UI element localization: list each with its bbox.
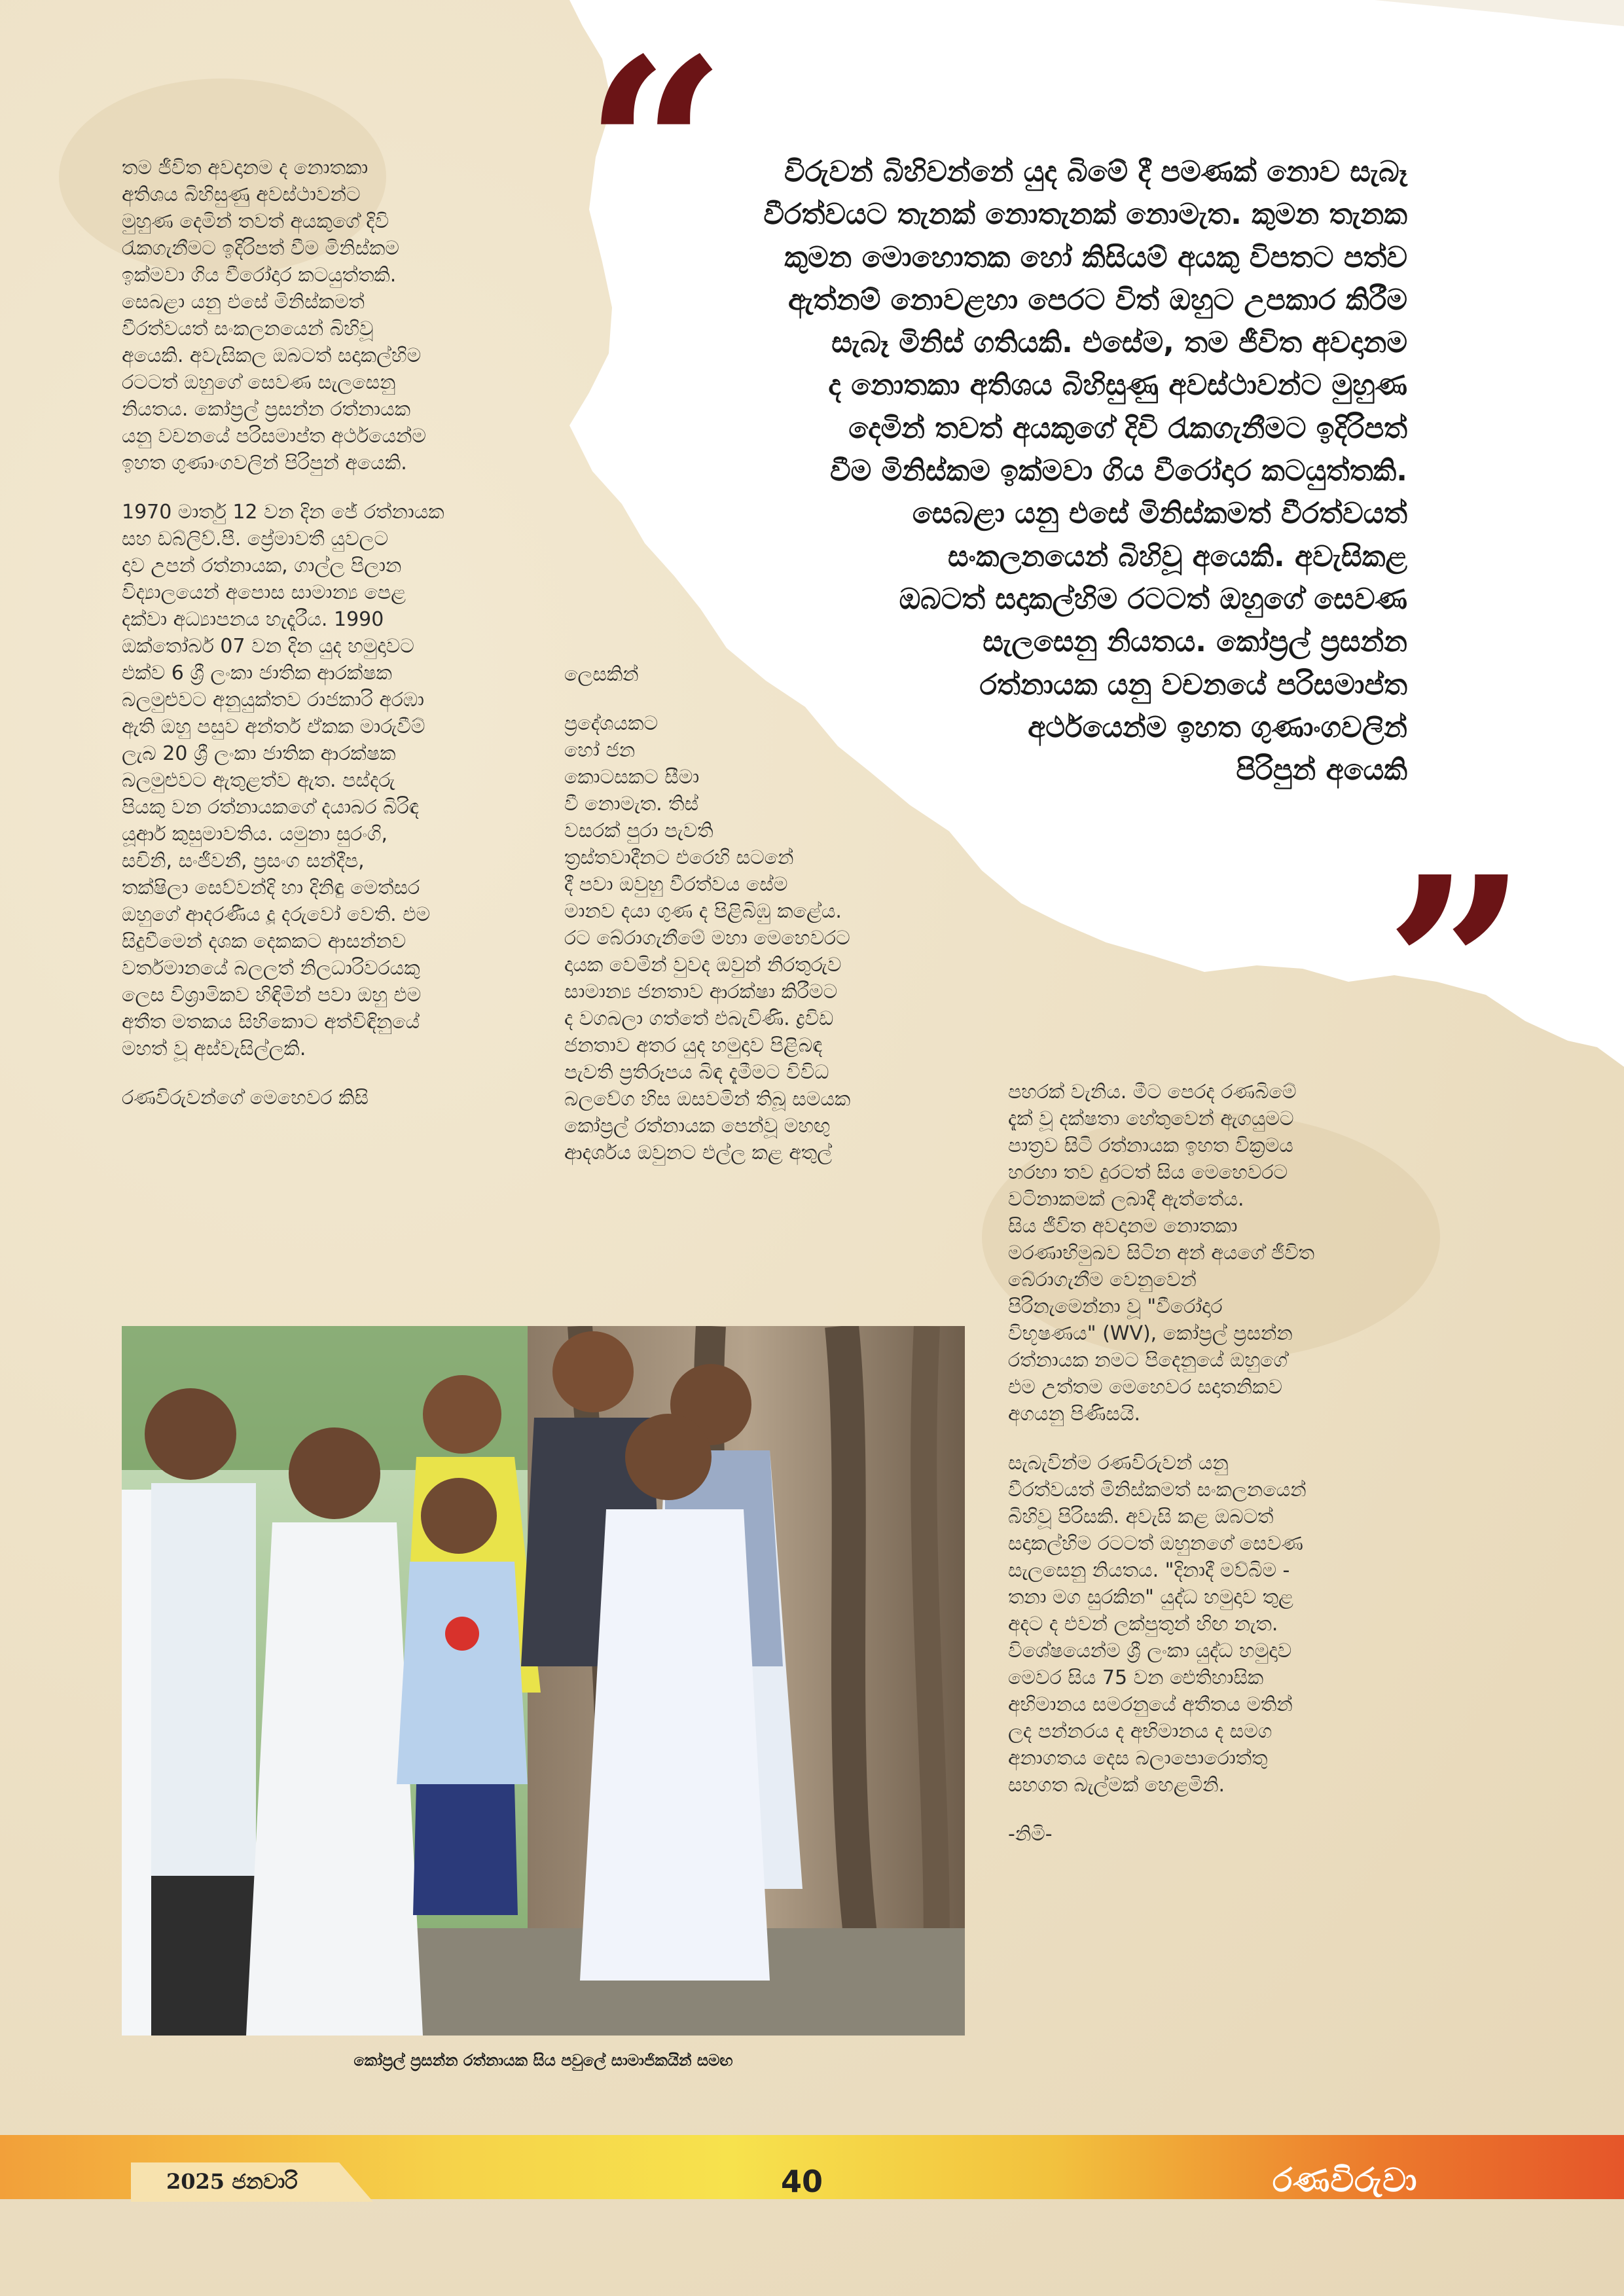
pull-quote-line: සෙබළා යනු එසේ මිනිස්කමත් වීරත්වයත් bbox=[912, 497, 1407, 531]
body-line: වර්තමානයේ බලලත් නිලධාරිවරයකු bbox=[122, 957, 420, 980]
column-right bbox=[1008, 1079, 1414, 1870]
body-paragraph bbox=[1008, 1450, 1414, 1799]
pull-quote-line: අර්ථයෙන්ම ඉහත ගුණාංගවලින් bbox=[1028, 710, 1407, 744]
body-line: සදාකල්හිම රටටත් ඔහුනගේ සෙවණ bbox=[1008, 1532, 1303, 1555]
body-line: සෙබළා යනු එසේ මිනිස්කමත් bbox=[122, 291, 365, 314]
body-line: මුහුණ දෙමින් තවත් අයකුගේ දිවි bbox=[122, 210, 389, 233]
body-line: පහරක් වැනිය. මීට පෙරද රණබිමේ bbox=[1008, 1081, 1297, 1103]
body-paragraph bbox=[122, 1085, 528, 1111]
body-line: ප්‍රදේශයකට bbox=[564, 712, 659, 735]
body-line: අතිශය බිහිසුණු අවස්ථාවන්ට bbox=[122, 183, 361, 206]
body-line: ලෙස විශ්‍රාමිකව හිඳිමින් පවා ඔහු එම bbox=[122, 984, 422, 1007]
body-paragraph bbox=[1008, 1821, 1414, 1848]
body-line: මෙවර සිය 75 වන ඓතිහාසික bbox=[1008, 1666, 1264, 1689]
body-line: වටිනාකමක් ලබාදී ඇත්තේය. bbox=[1008, 1188, 1244, 1211]
body-line: රට බේරාගැනීමේ මහා මෙහෙවරට bbox=[564, 927, 850, 950]
body-line: පියකු වන රත්නායකගේ දයාබර බිරිඳ bbox=[122, 796, 420, 819]
body-line: ඉහත ගුණාංගවලින් පිරිපුන් අයෙකි. bbox=[122, 452, 407, 475]
body-line: අනාගතය දෙස බලාපොරොත්තු bbox=[1008, 1747, 1268, 1770]
body-line: අගයනු පිණිසයි. bbox=[1008, 1403, 1141, 1426]
column-left bbox=[122, 154, 528, 1134]
body-line: තම ජීවිත අවදානම ද නොතකා bbox=[122, 156, 369, 179]
body-line: හරහා තව දුරටත් සිය මෙහෙවරට bbox=[1008, 1161, 1288, 1184]
pull-quote-line: සංකලනයෙන් බිහිවූ අයෙකි. අවැසිකළ bbox=[948, 539, 1407, 573]
body-line: අතීත මතකය සිහිකොට අත්විඳිනුයේ bbox=[122, 1011, 420, 1033]
body-line: දැක් වූ දක්ෂතා හේතුවෙන් ඇගයුමට bbox=[1008, 1107, 1294, 1130]
body-line: සැබැවින්ම රණවිරුවන් යනු bbox=[1008, 1452, 1229, 1475]
body-line: වීරත්වයත් සංකලනයෙන් බිහිවූ bbox=[122, 317, 374, 340]
body-line: වීරත්වයත් මිනිස්කමත් සංකලනයෙන් bbox=[1008, 1479, 1307, 1501]
body-line: පැවති ප්‍රතිරූපය බිඳ දැමීමට විවිධ bbox=[564, 1061, 829, 1084]
body-line: එක්ව 6 ශ්‍රී ලංකා ජාතික ආරක්ෂක bbox=[122, 662, 392, 685]
pull-quote-line: වීරත්වයට තැනක් නොතැනක් නොමැත. කුමන තැනක bbox=[763, 198, 1407, 232]
body-paragraph bbox=[122, 154, 528, 476]
body-line: ඉක්මවා ගිය වීරෝදාර කටයුත්තකි. bbox=[122, 264, 397, 287]
issue-date: 2025 ජනවාරි bbox=[166, 2169, 298, 2194]
pull-quote-line: විරුවන් බිහිවන්නේ යුද බිමේ දී පමණක් නොව සැබෑ bbox=[784, 155, 1407, 188]
body-line: සාමාන්‍ය ජනතාව ආරක්ෂා කිරීමට bbox=[564, 980, 838, 1003]
pull-quote-line: රත්නායක යනු වචනයේ පරිසමාප්ත bbox=[979, 668, 1407, 702]
body-line: බලමුළුවට අනුයුක්තව රාජකාරි අරඹා bbox=[122, 689, 425, 711]
pull-quote-line: ද නොතකා අතිශය බිහිසුණු අවස්ථාවන්ට මුහුණ bbox=[828, 368, 1407, 403]
body-line: තනා මග සුරකින" යුද්ධ හමුදාව තුළ bbox=[1008, 1586, 1293, 1609]
body-line: බලමුළුවට ඇතුළත්ව ඇත. පස්දරු bbox=[122, 769, 395, 792]
magazine-logo: රණවිරුවා bbox=[1272, 2161, 1418, 2199]
body-line: ලෙසකින් bbox=[564, 663, 639, 686]
body-paragraph bbox=[1008, 1079, 1414, 1427]
body-paragraph bbox=[122, 499, 528, 1062]
body-line: දාව උපන් රත්නායක, ගාල්ල පිලාන bbox=[122, 554, 402, 577]
body-line: බලවේග හිස ඔසවමින් තිබූ සමයක bbox=[564, 1088, 851, 1111]
body-line: රැකගැනීමට ඉදිරිපත් වීම මිනිස්කම bbox=[122, 237, 399, 260]
body-line: ඔහුගේ ආදරණීය දූ දරුවෝ වෙති. එම bbox=[122, 903, 431, 926]
pull-quote-line: ඇත්නම් නොවළහා පෙරට විත් ඔහුට උපකාර කිරීම bbox=[788, 283, 1407, 317]
body-line: යූආර් කුසුමාවතිය. යමුනා සුරංගි, bbox=[122, 823, 388, 846]
body-line: සිදුවීමෙන් දශක දෙකකට ආසන්නව bbox=[122, 930, 406, 953]
pull-quote-line: සැබෑ මිනිස් ගතියකි. එසේම, තම ජීවිත අවදානම bbox=[831, 326, 1407, 360]
body-line: හෝ ජන bbox=[564, 739, 636, 762]
body-line: දී පවා ඔවුහු වීරත්වය සේම bbox=[564, 873, 788, 896]
body-line: ඇති ඔහු පසුව අන්තර් ඒකක මාරුවීම් bbox=[122, 715, 425, 738]
body-line: බිහිවූ පිරිසකි. අවැසි කළ ඔබටත් bbox=[1008, 1505, 1274, 1528]
body-line: ඔක්තෝබර් 07 වන දින යුද හමුදාවට bbox=[122, 635, 414, 658]
body-line: රණවිරුවන්ගේ මෙහෙවර කිසි bbox=[122, 1086, 369, 1109]
pull-quote-line: ඔබටත් සදාකල්හිම රටටත් ඔහුගේ සෙවණ bbox=[899, 582, 1407, 616]
body-line: සිය ජීවිත අවදානම නොතකා bbox=[1008, 1215, 1238, 1238]
photo-caption: කෝප්‍රල් ප්‍රසන්න රත්නායක සිය පවුලේ සාමාජිකයින් සමඟ bbox=[353, 2051, 733, 2070]
pull-quote-line: වීම මිනිස්කම ඉක්මවා ගිය වීරෝදාර කටයුත්තකි. bbox=[829, 454, 1407, 488]
body-line: ද වගබලා ගත්තේ එබැවිණි. ද්‍රවිඩ bbox=[564, 1007, 834, 1030]
body-line: සහගත බැල්මක් හෙළමිනි. bbox=[1008, 1774, 1225, 1797]
close-quote-icon: ” bbox=[1384, 822, 1528, 1115]
pull-quote-line: කුමන මොහොතක හෝ කිසියම් අයකු විපතට පත්ව bbox=[784, 240, 1407, 274]
body-line: ලද පන්නරය ද අභිමානය ද සමග bbox=[1008, 1720, 1272, 1743]
body-paragraph bbox=[564, 710, 950, 1166]
body-line: -නිමි- bbox=[1008, 1823, 1053, 1846]
body-line: නියතය. කෝප්‍රල් ප්‍රසන්න රත්නායක bbox=[122, 398, 411, 421]
body-line: දායක වෙමින් වුවද ඔවුන් නිරතුරුව bbox=[564, 954, 842, 977]
column-middle bbox=[564, 661, 950, 1189]
open-quote-icon: “ bbox=[584, 4, 727, 296]
family-photo bbox=[122, 1326, 965, 2036]
body-line: අයෙකි. අවැසිකල ඔබටත් සදාකල්හිම bbox=[122, 344, 422, 367]
body-line: එම උත්තම මෙහෙවර සදාතනිකව bbox=[1008, 1376, 1282, 1399]
body-line: බේරාගැනීම වෙනුවෙන් bbox=[1008, 1268, 1197, 1291]
pull-quote-line: දෙමින් තවත් අයකුගේ දිවි රැකගැනීමට ඉදිරිපත් bbox=[848, 411, 1407, 445]
page-number: 40 bbox=[780, 2164, 823, 2199]
body-line: 1970 මාර්තු 12 වන දින ජේ රත්නායක bbox=[122, 501, 444, 524]
body-line: සැලසෙනු නියතය. "දිනාදී මව්බිම - bbox=[1008, 1559, 1290, 1582]
body-line: ත්‍රස්තවාදීනට එරෙහි සටනේ bbox=[564, 846, 794, 869]
body-paragraph bbox=[564, 661, 950, 688]
body-line: මරණාභිමුඛව සිටින අන් අයගේ ජීවිත bbox=[1008, 1242, 1315, 1265]
body-line: අභිමානය සමරනුයේ අතීතය මතින් bbox=[1008, 1693, 1293, 1716]
body-line: විභූෂණය" (WV), කෝප්‍රල් ප්‍රසන්න bbox=[1008, 1322, 1293, 1345]
body-line: දක්වා අධ්‍යාපනය හැදෑරීය. 1990 bbox=[122, 608, 384, 631]
body-line: ලැබ 20 ශ්‍රී ලංකා ජාතික ආරක්ෂක bbox=[122, 742, 396, 765]
body-line: ජනතාව අතර යුද හමුදාව පිළිබඳ bbox=[564, 1034, 823, 1057]
body-line: රටටත් ඔහුගේ සෙවණ සැලසෙනු bbox=[122, 371, 396, 394]
body-line: සචිනි, සංජීවනී, ප්‍රසංග සන්දීප, bbox=[122, 850, 365, 872]
body-line: ආදර්ශය ඔවුනට එල්ල කළ අතුල් bbox=[564, 1141, 833, 1164]
pull-quote-line: පිරිපුන් අයෙකි bbox=[1236, 753, 1407, 787]
body-line: වී නොමැත. තිස් bbox=[564, 793, 699, 816]
body-line: මානව දයා ගුණ ද පිළිබිඹු කළේය. bbox=[564, 900, 842, 923]
body-line: තක්ෂිලා සෙව්වන්දි හා දිනිඳු මෙත්සර bbox=[122, 876, 420, 899]
body-line: මහත් වූ අස්වැසිල්ලකි. bbox=[122, 1037, 306, 1060]
body-line: පාත්‍රව සිටි රත්නායක ඉහත වික්‍රමය bbox=[1008, 1134, 1293, 1157]
body-line: කොටසකට සීමා bbox=[564, 766, 700, 789]
body-line: සහ ඩබ්ලිව්.පී. ප්‍රේමාවතී යුවලට bbox=[122, 528, 389, 550]
body-line: පිරිනැමෙන්නා වූ "වීරෝදාර bbox=[1008, 1295, 1223, 1318]
body-line: විශේෂයෙන්ම ශ්‍රී ලංකා යුද්ධ හමුදාව bbox=[1008, 1640, 1292, 1662]
body-line: යනු වචනයේ පරිසමාප්ත අර්ථයෙන්ම bbox=[122, 425, 426, 448]
body-line: රත්නායක නමට පිදෙනුයේ ඔහුගේ bbox=[1008, 1349, 1288, 1372]
body-line: වසරක් පුරා පැවති bbox=[564, 819, 713, 842]
body-line: අදට ද එවන් ලක්පුතුන් හිඟ නැත. bbox=[1008, 1613, 1278, 1636]
body-line: විද්‍යාලයෙන් අපොස සාමාන්‍ය පෙළ bbox=[122, 581, 406, 604]
body-line: කෝප්‍රල් රත්නායක පෙන්වූ මහඟු bbox=[564, 1115, 830, 1138]
pull-quote-line: සැලසෙනු නියතය. කෝප්‍රල් ප්‍රසන්න bbox=[983, 625, 1407, 659]
